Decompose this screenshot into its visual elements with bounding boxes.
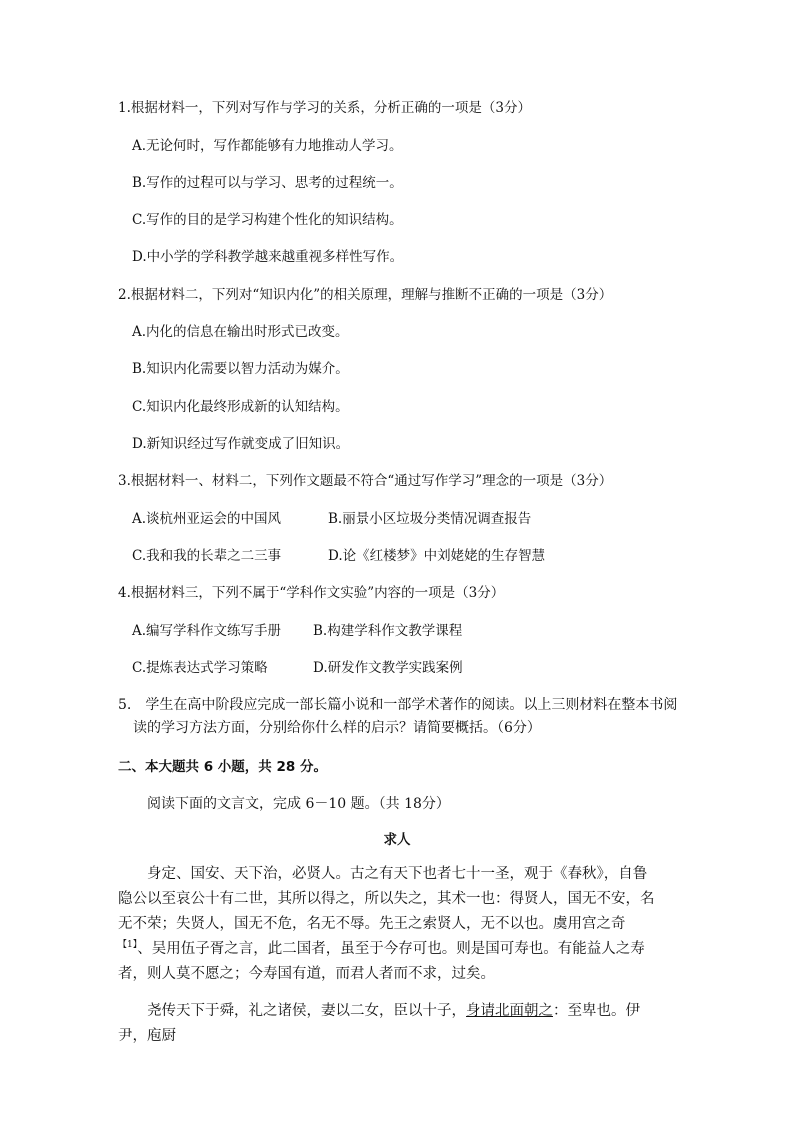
paragraph-1-text: 身定、国安、天下治，必贤人。古之有天下也者七十一圣，观于《春秋》，自鲁隐公以至哀公十有二世，其所以得之，所以失之，其术一也：得贤人，国无不安，名无不荣；失贤人，国无不危，名无不辱。先王之索贤人，无不以也。虞用宫之奇	[118, 866, 655, 932]
passage-paragraph-2	[118, 999, 658, 1049]
paragraph-2-text: 尧传天下于舜，礼之诸侯，妻以二女，臣以十子，	[147, 1003, 466, 1019]
question-4-option-b: B.构建学科作文教学课程	[313, 623, 463, 639]
question-5-line-2: 读的学习方法方面，分别给你什么样的启示？请简要概括。（6分）	[133, 720, 541, 736]
question-2-option-a: A.内化的信息在输出时形式已改变。	[132, 324, 349, 340]
question-1-option-d: D.中小学的学科教学越来越重视多样性写作。	[132, 249, 404, 265]
question-3-stem: 3.根据材料一、材料二，下列作文题最不符合“通过写作学习”理念的一项是（3分）	[118, 473, 613, 489]
question-1-option-b: B.写作的过程可以与学习、思考的过程统一。	[132, 175, 403, 191]
question-4-option-a: A.编写学科作文练写手册	[132, 623, 282, 639]
paragraph-2-text-cont: ：至卑也。伊尹，庖厨	[118, 1003, 640, 1044]
question-5-line-1: 5. 学生在高中阶段应完成一部长篇小说和一部学术著作的阅读。以上三则材料在整本书阅	[118, 697, 678, 713]
question-4-option-d: D.研发作文教学实践案例	[313, 660, 463, 676]
question-2-stem: 2.根据材料二，下列对“知识内化”的相关原理，理解与推断不正确的一项是（3分）	[118, 287, 613, 303]
underlined-phrase: 身请北面朝之	[466, 1003, 553, 1019]
question-1-option-a: A.无论何时，写作都能够有力地推动人学习。	[132, 138, 403, 154]
question-4-stem: 4.根据材料三，下列不属于“学科作文实验”内容的一项是（3分）	[118, 585, 505, 601]
question-3-option-a: A.谈杭州亚运会的中国风	[132, 511, 282, 527]
question-3-option-d: D.论《红楼梦》中刘姥姥的生存智慧	[328, 548, 546, 564]
question-2-option-b: B.知识内化需要以智力活动为媒介。	[132, 361, 349, 377]
paragraph-1-text-cont: 、吴用伍子胥之言，此二国者，虽至于今存可也。则是国可寿也。有能益人之寿者，则人莫不愿之；今寿国有道，而君人者而不求，过矣。	[118, 941, 645, 982]
question-1-stem: 1.根据材料一，下列对写作与学习的关系，分析正确的一项是（3分）	[118, 100, 531, 116]
passage-body-2	[118, 999, 658, 1049]
question-2-option-c: C.知识内化最终形成新的认知结构。	[132, 399, 349, 415]
reading-instruction: 阅读下面的文言文，完成 6－10 题。（共 18分）	[147, 796, 450, 812]
passage-title: 求人	[383, 832, 411, 848]
section-heading: 二、本大题共 6 小题，共 28 分。	[118, 759, 327, 775]
question-3-option-c: C.我和我的长辈之二三事	[132, 548, 282, 564]
passage-paragraph-1	[118, 862, 658, 987]
question-3-option-b: B.丽景小区垃圾分类情况调查报告	[328, 511, 532, 527]
passage-body	[118, 862, 658, 987]
question-1-option-c: C.写作的目的是学习构建个性化的知识结构。	[132, 212, 403, 228]
question-4-option-c: C.提炼表达式学习策略	[132, 660, 268, 676]
footnote-marker-1: 【1】	[118, 940, 138, 951]
question-2-option-d: D.新知识经过写作就变成了旧知识。	[132, 436, 350, 452]
